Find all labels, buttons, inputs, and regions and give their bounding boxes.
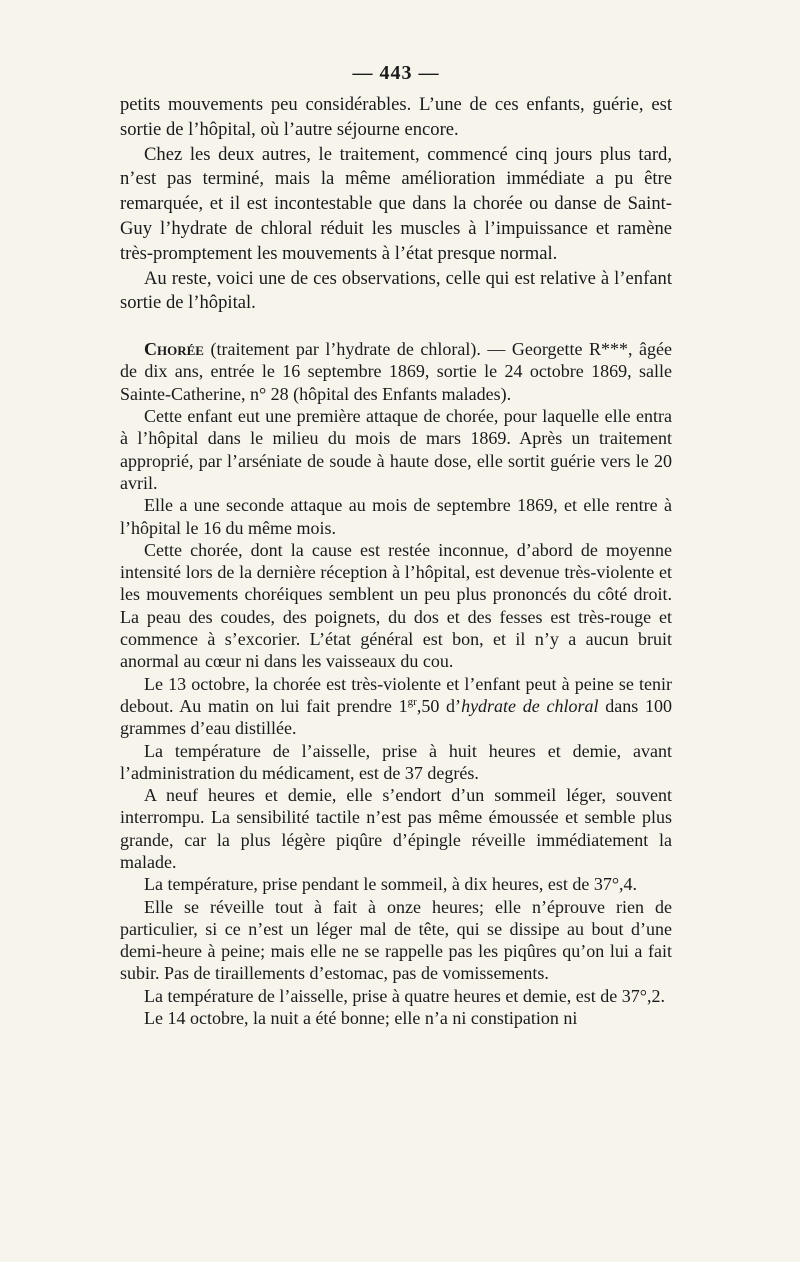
gram-superscript: gr: [407, 695, 417, 708]
paragraph: Cette enfant eut une première attaque de chorée, pour laquelle elle entra à l’hôpital dans le milieu du mois de mars 1869. Après un traitement approprié, par l’arséniate de soude à haute dose, elle sortit guérie vers le 20 avril.: [120, 406, 672, 493]
paragraph: Cette chorée, dont la cause est restée inconnue, d’abord de moyenne intensité lors de la dernière réception à l’hôpital, est devenue très-violente et les mouvements choréiques semblent un peu plus prononcés du côté droit. La peau des coudes, des poignets, du dos et des fesses est très-rouge et commence à s’excorier. L’état général est bon, et il n’y a aucun bruit anormal au cœur ni dans les vaisseaux du cou.: [120, 539, 672, 672]
observation-heading: [120, 338, 672, 405]
paragraph: Elle a une seconde attaque au mois de septembre 1869, et elle rentre à l’hôpital le 16 du même mois.: [120, 495, 672, 538]
paragraph: La température de l’aisselle, prise à huit heures et demie, avant l’administration du médicament, est de 37 degrés.: [120, 740, 672, 783]
paragraph: Le 14 octobre, la nuit a été bonne; elle n’a ni constipation ni: [144, 1008, 578, 1029]
paragraph: petits mouvements peu considérables. L’une de ces enfants, guérie, est sortie de l’hôpital, où l’autre séjourne encore.: [120, 94, 672, 140]
observation-title: Chorée: [144, 339, 204, 360]
paragraph: Chez les deux autres, le traitement, commencé cinq jours plus tard, n’est pas terminé, mais la même amélioration immédiate a pu être remarquée, et il est incontestable que dans la chorée ou danse de Saint-Guy l’hydrate de chloral réduit les muscles à l’impuissance et ramène très-promptement les mouvements à l’état presque normal.: [120, 143, 672, 264]
paragraph: A neuf heures et demie, elle s’endort d’un sommeil léger, souvent interrompu. La sensibilité tactile n’est pas même émoussée et semble plus grande, car la plus légère piqûre d’épingle réveille immédiatement la malade.: [120, 785, 672, 872]
page-number: — 443 —: [352, 62, 440, 84]
paragraph: La température de l’aisselle, prise à quatre heures et demie, est de 37°,2.: [144, 985, 665, 1006]
dose-paragraph: Le 13 octobre, la chorée est très-violente et l’enfant peut à peine se tenir debout. Au matin on lui fait prendre $1^{gr},50$ d’hydrate de chloral dans 100 grammes d’eau distillée.: [120, 673, 672, 739]
drug-name: hydrate de chloral: [461, 695, 599, 716]
observation-heading-text: (traitement par l’hydrate de chloral). — Georgette R***, âgée de dix ans, entrée le 16 septembre 1869, sortie le 24 octobre 1869, salle Sainte-Catherine, n° 28 (hôpital des Enfants malades).: [120, 339, 672, 404]
observation-section: [120, 338, 672, 1029]
paragraph: La température, prise pendant le sommeil, à dix heures, est de 37°,4.: [144, 874, 638, 895]
paragraph: Elle se réveille tout à fait à onze heures; elle n’éprouve rien de particulier, si ce n’est un léger mal de tête, qui se dissipe au bout d’une demi-heure à peine; mais elle ne se rappelle pas les piqûres qu’on lui a fait subir. Pas de tiraillements d’estomac, pas de vomissements.: [120, 896, 672, 984]
paragraph: Au reste, voici une de ces observations, celle qui est relative à l’enfant sortie de l’hôpital.: [120, 267, 672, 314]
intro-text: [120, 93, 672, 316]
